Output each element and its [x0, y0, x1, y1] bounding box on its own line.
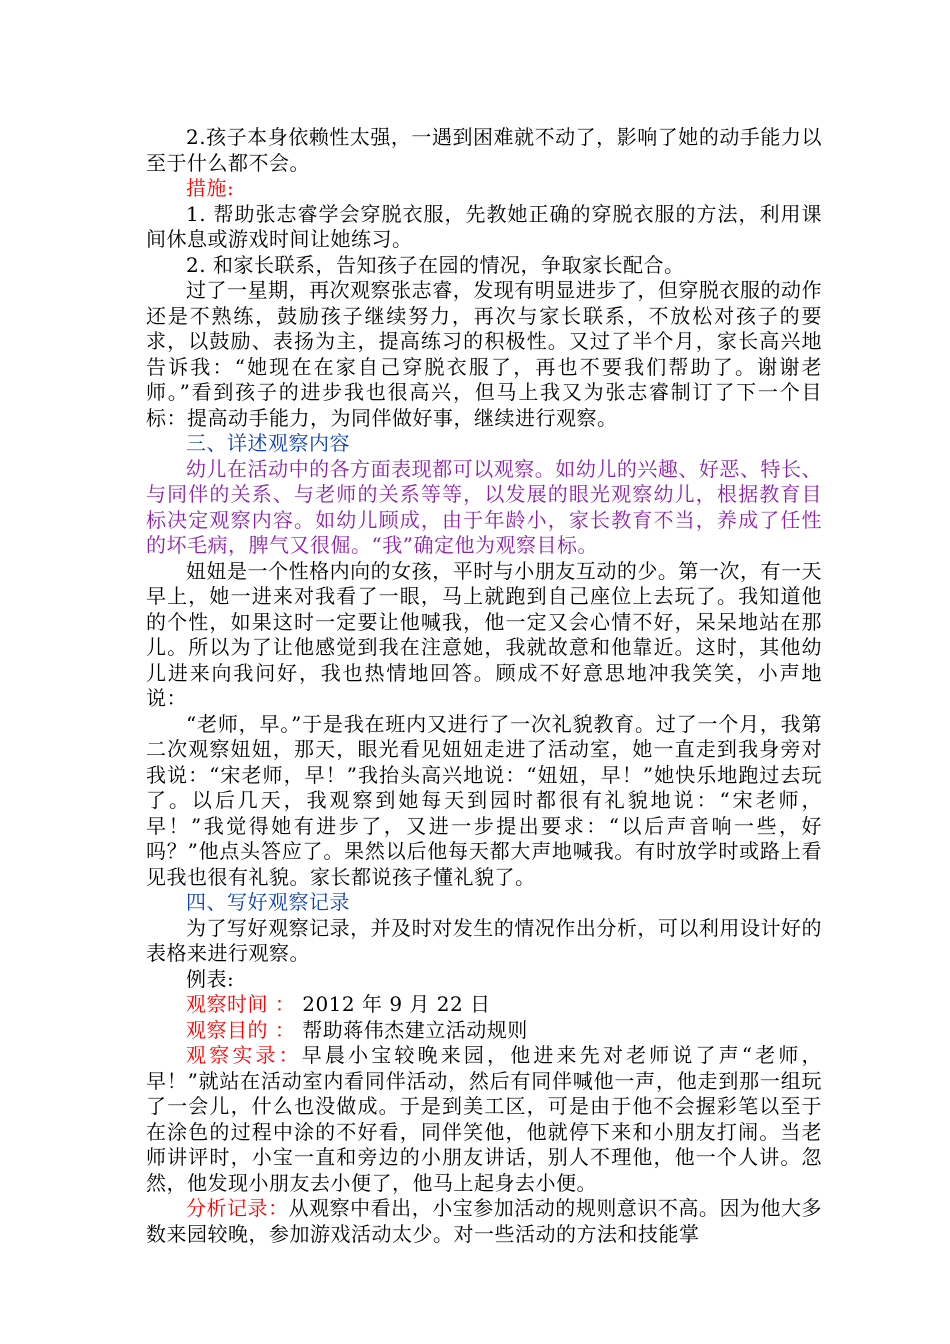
paragraph-niuniu-2: “老师，早。”于是我在班内又进行了一次礼貌教育。过了一个月，我第二次观察妞妞，那天，眼光看见妞妞走进了活动室，她一直走到我身旁对我说：“宋老师，早！”我抬头高兴地说：“妞妞，早！”她快乐地跑过去玩了。以后几天，我观察到她每天到园时都很有礼貌地说：“宋老师，早！”我觉得她有进步了，又进一步提出要求：“以后声音响一些，好吗？”他点头答应了。果然以后他每天都大声地喊我。有时放学时或路上看见我也很有礼貌。家长都说孩子懂礼貌了。: [146, 711, 822, 889]
example-table-label: 例表:: [186, 966, 235, 991]
record-analysis: [146, 1196, 822, 1247]
record-time: [146, 992, 822, 1018]
paragraph-progress: 过了一星期，再次观察张志睿，发现有明显进步了，但穿脱衣服的动作还是不熟练，鼓励孩子继续努力，再次与家长联系，不放松对孩子的要求，以鼓励、表扬为主，提高练习的积极性。又过了半个月，家长高兴地告诉我：“她现在在家自己穿脱衣服了，再也不要我们帮助了。谢谢老师。”看到孩子的进步我也很高兴，但马上我又为张志睿制订了下一个目标：提高动手能力，为同伴做好事，继续进行观察。: [146, 278, 822, 430]
record-time-value: 2012 年 9 月 22 日: [302, 992, 491, 1016]
record-fact-label: 观察实录：: [186, 1043, 302, 1067]
record-analysis-label: 分析记录：: [186, 1196, 289, 1220]
paragraph-observation-content: 幼儿在活动中的各方面表现都可以观察。如幼儿的兴趣、好恶、特长、与同伴的关系、与老师的关系等等，以发展的眼光观察幼儿，根据教育目标决定观察内容。如幼儿顾成，由于年龄小，家长教育不当，养成了任性的坏毛病，脾气又很倔。“我”确定他为观察目标。: [146, 456, 822, 557]
section-heading-4: 四、写好观察记录: [186, 890, 350, 914]
record-goal: [146, 1018, 822, 1044]
record-fact-value: 早晨小宝较晚来园，他进来先对老师说了声“老师，早！”就站在活动室内看同伴活动，然后有同伴喊他一声，他走到那一组玩了一会儿，什么也没做成。于是到美工区，可是由于他不会握彩笔以至于在涂色的过程中涂的不好看，同伴笑他，他就停下来和小朋友打闹。当老师讲评时，小宝一直和旁边的小朋友讲话，别人不理他，他一个人讲。忽然，他发现小朋友去小便了，他马上起身去小便。: [146, 1043, 822, 1195]
measures-heading: 措施:: [186, 176, 235, 200]
measure-1: 1. 帮助张志睿学会穿脱衣服，先教她正确的穿脱衣服的方法，利用课间休息或游戏时间让她练习。: [146, 201, 822, 251]
paragraph-niuniu-1: 妞妞是一个性格内向的女孩，平时与小朋友互动的少。第一次，有一天早上，她一进来对我看了一眼，马上就跑到自己座位上去玩了。我知道他的个性，如果这时一定要让他喊我，他一定又会心情不好，呆呆地站在那儿。所以为了让他感觉到我在注意她，我就故意和他靠近。这时，其他幼儿进来向我问好，我也热情地回答。顾成不好意思地冲我笑笑，小声地说：: [146, 558, 822, 710]
paragraph-record-intro: 为了写好观察记录，并及时对发生的情况作出分析，可以利用设计好的表格来进行观察。: [146, 915, 822, 965]
record-goal-label: 观察目的 ：: [186, 1017, 296, 1042]
section-heading-3: 三、详述观察内容: [186, 431, 350, 455]
paragraph-cause-2: 2.孩子本身依赖性太强，一遇到困难就不动了，影响了她的动手能力以至于什么都不会。: [146, 125, 822, 175]
record-time-label: 观察时间 ：: [186, 992, 296, 1016]
record-goal-value: 帮助蒋伟杰建立活动规则: [302, 1017, 528, 1042]
record-fact: [146, 1043, 822, 1196]
document-page: [146, 125, 822, 1247]
record-analysis-value: 从观察中看出，小宝参加活动的规则意识不高。因为他大多数来园较晚，参加游戏活动太少。对一些活动的方法和技能掌: [146, 1196, 823, 1246]
measure-2: 2. 和家长联系，告知孩子在园的情况，争取家长配合。: [186, 252, 685, 277]
